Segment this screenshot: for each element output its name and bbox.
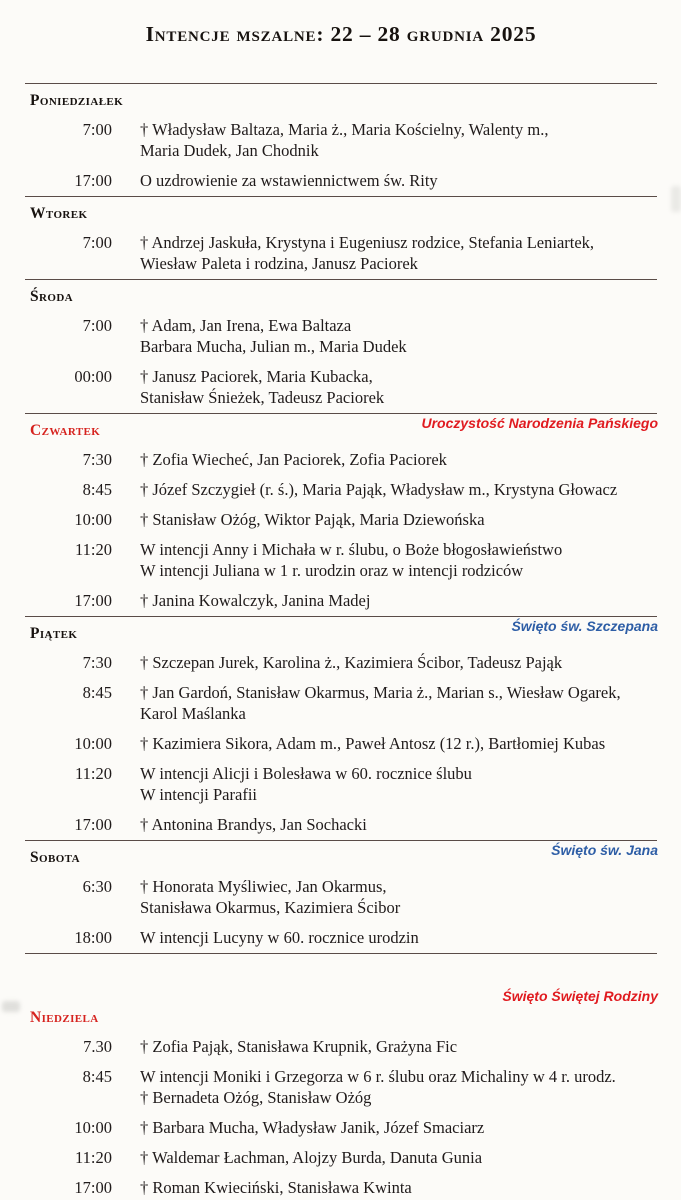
mass-time: 11:20 xyxy=(75,540,112,559)
intention-line: Wiesław Paleta i rodzina, Janusz Paciorek xyxy=(140,254,418,273)
intention-line: Karol Maślanka xyxy=(140,704,246,723)
intention-line: † Barbara Mucha, Władysław Janik, Józef Smaciarz xyxy=(140,1118,485,1137)
day-section xyxy=(25,279,657,413)
mass-row xyxy=(25,1117,657,1138)
mass-time: 18:00 xyxy=(74,928,112,947)
mass-time: 7.30 xyxy=(83,1037,112,1056)
day-header: Sobota xyxy=(30,849,80,866)
mass-intention xyxy=(140,682,657,724)
mass-intention xyxy=(140,1177,657,1198)
mass-time: 10:00 xyxy=(74,734,112,753)
mass-row xyxy=(25,509,657,530)
intention-line: † Władysław Baltaza, Maria ż., Maria Kościelny, Walenty m., xyxy=(140,120,549,139)
mass-intention xyxy=(140,1036,657,1057)
scan-artifact xyxy=(671,186,681,212)
mass-intention xyxy=(140,170,657,191)
mass-row xyxy=(25,449,657,470)
mass-row xyxy=(25,590,657,611)
intention-line: † Antonina Brandys, Jan Sochacki xyxy=(140,815,367,834)
intention-line: † Andrzej Jaskuła, Krystyna i Eugeniusz rodzice, Stefania Leniartek, xyxy=(140,233,595,252)
feast-note: Święto św. Szczepana xyxy=(511,618,658,634)
mass-time: 8:45 xyxy=(82,683,112,702)
mass-intention xyxy=(140,1066,657,1108)
intention-line: † Honorata Myśliwiec, Jan Okarmus, xyxy=(140,877,387,896)
mass-intention xyxy=(140,315,657,357)
day-section-header xyxy=(30,287,657,306)
feast-note: Uroczystość Narodzenia Pańskiego xyxy=(421,415,658,431)
mass-time: 11:20 xyxy=(75,764,112,783)
day-header: Wtorek xyxy=(30,205,88,222)
mass-time: 6:30 xyxy=(82,877,112,896)
mass-row xyxy=(25,682,657,724)
day-section xyxy=(25,83,657,196)
intention-line: † Kazimiera Sikora, Adam m., Paweł Antosz (12 r.), Bartłomiej Kubas xyxy=(140,734,606,753)
mass-rows xyxy=(25,449,657,611)
mass-row xyxy=(25,876,657,918)
intention-line: † Zofia Pająk, Stanisława Krupnik, Grażyna Fic xyxy=(140,1037,458,1056)
feast-note: Święto Świętej Rodziny xyxy=(502,988,658,1004)
mass-rows xyxy=(25,652,657,835)
mass-row xyxy=(25,1066,657,1108)
intention-line: † Adam, Jan Irena, Ewa Baltaza xyxy=(140,316,352,335)
mass-intention xyxy=(140,927,657,948)
intention-line: Stanisława Okarmus, Kazimiera Ścibor xyxy=(140,898,401,917)
mass-time: 7:30 xyxy=(82,653,112,672)
day-section-header xyxy=(30,91,657,110)
feast-note: Święto św. Jana xyxy=(551,842,658,858)
mass-row xyxy=(25,232,657,274)
mass-time: 00:00 xyxy=(74,367,112,386)
intention-line: W intencji Parafii xyxy=(140,785,257,804)
mass-intention xyxy=(140,479,657,500)
intention-line: † Janina Kowalczyk, Janina Madej xyxy=(140,591,371,610)
mass-time: 7:00 xyxy=(82,233,112,252)
intention-line: † Szczepan Jurek, Karolina ż., Kazimiera Ścibor, Tadeusz Pająk xyxy=(140,653,563,672)
mass-intention xyxy=(140,590,657,611)
mass-time: 8:45 xyxy=(82,1067,112,1086)
day-section-header xyxy=(30,204,657,223)
mass-rows xyxy=(25,315,657,408)
mass-time: 7:00 xyxy=(82,120,112,139)
day-header: Piątek xyxy=(30,625,78,642)
intention-line: W intencji Alicji i Bolesława w 60. rocznice ślubu xyxy=(140,764,472,783)
mass-row xyxy=(25,652,657,673)
intention-line: † Waldemar Łachman, Alojzy Burda, Danuta Gunia xyxy=(140,1148,483,1167)
intention-line: † Roman Kwieciński, Stanisława Kwinta xyxy=(140,1178,412,1197)
intention-line: † Józef Szczygieł (r. ś.), Maria Pająk, Władysław m., Krystyna Głowacz xyxy=(140,480,618,499)
mass-intention xyxy=(140,366,657,408)
day-section-header xyxy=(30,842,658,867)
intention-line: † Bernadeta Ożóg, Stanisław Ożóg xyxy=(140,1088,372,1107)
day-section xyxy=(25,616,657,840)
mass-intention xyxy=(140,232,657,274)
intention-line: † Janusz Paciorek, Maria Kubacka, xyxy=(140,367,373,386)
mass-time: 17:00 xyxy=(74,591,112,610)
mass-time: 10:00 xyxy=(74,510,112,529)
day-section xyxy=(25,413,657,616)
mass-intention xyxy=(140,876,657,918)
intention-line: Barbara Mucha, Julian m., Maria Dudek xyxy=(140,337,407,356)
mass-intention xyxy=(140,119,657,161)
mass-row xyxy=(25,119,657,161)
mass-row xyxy=(25,927,657,948)
mass-row xyxy=(25,366,657,408)
mass-time: 10:00 xyxy=(74,1118,112,1137)
mass-row xyxy=(25,1036,657,1057)
mass-intention xyxy=(140,763,657,805)
mass-rows xyxy=(25,876,657,948)
day-section xyxy=(25,840,657,954)
intention-line: † Jan Gardoń, Stanisław Okarmus, Maria ż., Marian s., Wiesław Ogarek, xyxy=(140,683,621,702)
mass-intention xyxy=(140,1147,657,1168)
mass-time: 8:45 xyxy=(82,480,112,499)
mass-intention xyxy=(140,733,657,754)
mass-intention xyxy=(140,539,657,581)
mass-row xyxy=(25,479,657,500)
scan-artifact xyxy=(2,1001,20,1012)
intention-line: W intencji Lucyny w 60. rocznice urodzin xyxy=(140,928,419,947)
day-header: Czwartek xyxy=(30,422,101,439)
mass-intention xyxy=(140,449,657,470)
mass-row xyxy=(25,315,657,357)
intention-line: † Stanisław Ożóg, Wiktor Pająk, Maria Dziewońska xyxy=(140,510,485,529)
mass-row xyxy=(25,1177,657,1198)
mass-time: 7:30 xyxy=(82,450,112,469)
mass-row xyxy=(25,539,657,581)
mass-rows xyxy=(25,1036,657,1198)
mass-intention xyxy=(140,814,657,835)
intention-line: W intencji Anny i Michała w r. ślubu, o Boże błogosławieństwo xyxy=(140,540,563,559)
intention-line: Maria Dudek, Jan Chodnik xyxy=(140,141,319,160)
intention-line: W intencji Moniki i Grzegorza w 6 r. ślubu oraz Michaliny w 4 r. urodz. xyxy=(140,1067,616,1086)
mass-intention xyxy=(140,509,657,530)
page-title: Intencje mszalne: 22 – 28 grudnia 2025 xyxy=(145,22,537,46)
mass-rows xyxy=(25,232,657,274)
mass-row xyxy=(25,814,657,835)
mass-time: 11:20 xyxy=(75,1148,112,1167)
day-section xyxy=(25,988,657,1200)
mass-row xyxy=(25,1147,657,1168)
mass-row xyxy=(25,733,657,754)
mass-time: 7:00 xyxy=(82,316,112,335)
mass-time: 17:00 xyxy=(74,815,112,834)
day-header: Poniedziałek xyxy=(30,92,124,109)
schedule xyxy=(25,83,657,1200)
mass-intention xyxy=(140,652,657,673)
intention-line: W intencji Juliana w 1 r. urodzin oraz w intencji rodziców xyxy=(140,561,524,580)
mass-row xyxy=(25,170,657,191)
intention-line: † Zofia Wiecheć, Jan Paciorek, Zofia Paciorek xyxy=(140,450,447,469)
day-section-header xyxy=(30,618,658,643)
mass-row xyxy=(25,763,657,805)
day-section xyxy=(25,196,657,279)
mass-time: 17:00 xyxy=(74,1178,112,1197)
intention-line: Stanisław Śnieżek, Tadeusz Paciorek xyxy=(140,388,385,407)
day-section-header xyxy=(30,988,657,1027)
mass-time: 17:00 xyxy=(74,171,112,190)
mass-rows xyxy=(25,119,657,191)
day-header: Środa xyxy=(30,288,74,305)
day-header: Niedziela xyxy=(30,1009,99,1026)
mass-intention xyxy=(140,1117,657,1138)
day-section-header xyxy=(30,415,658,440)
intention-line: O uzdrowienie za wstawiennictwem św. Rity xyxy=(140,171,438,190)
